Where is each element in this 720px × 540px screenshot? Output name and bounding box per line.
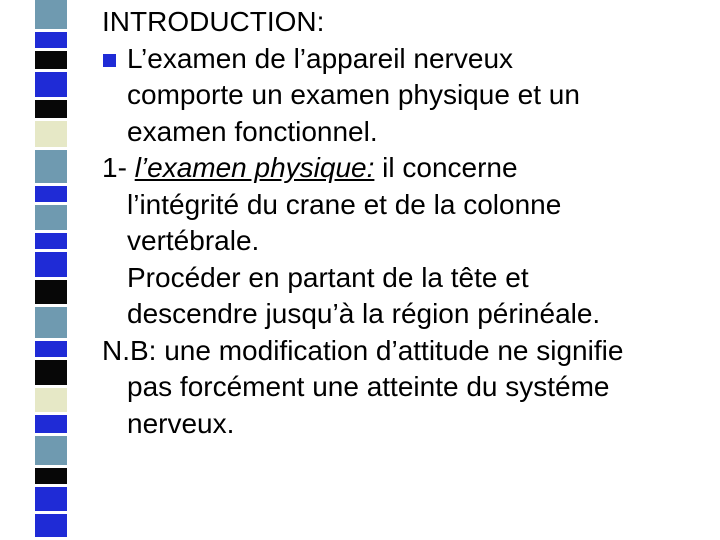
section-text: il concerne (374, 152, 518, 183)
side-bar-block (35, 341, 67, 360)
slide-content (102, 4, 708, 442)
side-bar-block (35, 72, 67, 100)
bullet-line-1 (102, 41, 708, 78)
bullet-text: L’examen de l’appareil nerveux (127, 42, 514, 74)
side-bar-block (35, 360, 67, 388)
side-bar-block (35, 100, 67, 121)
bullet-line-2: comporte un examen physique et un (127, 79, 580, 110)
note-line-2: pas forcément une atteinte du systéme (127, 371, 610, 402)
side-bar-block (35, 121, 67, 149)
side-bar-block (35, 388, 67, 415)
section-number: 1- (102, 152, 135, 183)
section-line-1 (102, 150, 708, 187)
side-bar-block (35, 205, 67, 233)
side-bar-block (35, 51, 67, 72)
bullet-line-3: examen fonctionnel. (127, 115, 378, 147)
square-bullet-icon (103, 54, 116, 67)
note-line-3: nerveux. (127, 407, 235, 439)
section-line-3: vertébrale. (127, 225, 260, 256)
section-term: l’examen physique: (134, 152, 375, 183)
side-bar-block (35, 487, 67, 514)
procedure-line-2: descendre jusqu’à la région périnéale. (127, 298, 601, 329)
side-bar-block (35, 186, 67, 205)
side-bar-block (35, 514, 67, 540)
side-bar-block (35, 468, 67, 487)
procedure-line-1: Procéder en partant de la tête et (127, 261, 529, 293)
side-bar-block (35, 0, 67, 32)
heading: INTRODUCTION: (102, 6, 325, 37)
side-bar-block (35, 415, 67, 436)
side-bar-block (35, 150, 67, 186)
side-bar-block (35, 436, 67, 468)
section-line-2: l’intégrité du crane et de la colonne (127, 188, 562, 220)
side-bar-block (35, 307, 67, 341)
side-bar-block (35, 32, 67, 51)
side-bar-block (35, 252, 67, 280)
side-bar-block (35, 233, 67, 252)
decorative-side-bar (35, 0, 67, 540)
note-line-1: N.B: une modification d’attitude ne signifie (102, 334, 624, 366)
side-bar-block (35, 280, 67, 307)
